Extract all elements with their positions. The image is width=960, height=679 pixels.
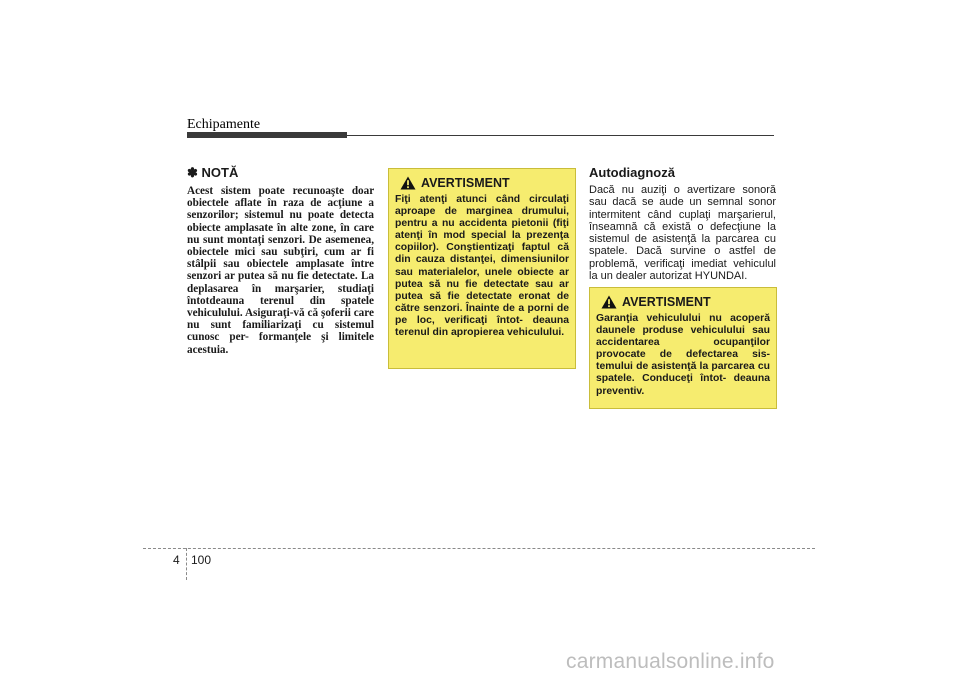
warning-text <box>395 194 569 339</box>
text-line: care nu sunt montaţi senzori. De <box>187 221 374 246</box>
header-rule-thick <box>187 132 347 138</box>
note-block <box>187 165 374 356</box>
text-line: provocate de defectarea sis- <box>596 349 770 361</box>
page-number: 100 <box>191 553 212 567</box>
warning-header <box>395 176 569 190</box>
text-line: de către senzori. Înainte de a <box>395 290 569 314</box>
section-title: Echipamente <box>187 117 261 132</box>
text-line: Asiguraţi-vă că şoferii care nu sunt <box>187 307 374 332</box>
text-line: Conştientizaţi faptul că din <box>395 242 569 266</box>
text-line: asemenea, obiectele mici sau subţiri, <box>187 233 374 259</box>
text-line: cum ar fi stâlpii sau obiectele <box>187 246 375 271</box>
note-body <box>187 185 374 356</box>
text-line: senzorilor; sistemul nu poate detecta <box>187 209 374 222</box>
text-line: intermitent când cuplaţi marşarierul, <box>589 208 776 221</box>
text-line: formanţele şi limitele acestuia. <box>187 331 375 356</box>
warning-title: AVERTISMENT <box>421 176 510 190</box>
text-line: prezenţa copiilor). <box>395 230 570 254</box>
text-line: porni de pe loc, verificaţi întot- <box>395 302 570 326</box>
text-line: sau accidentarea ocupanţilor <box>596 325 770 349</box>
text-line: obiectele aflate în raza de acţiune a <box>187 197 374 210</box>
text-line: nu fie detectate. <box>281 270 358 283</box>
warning-box-pedestrians <box>388 168 576 369</box>
text-line: problemă, verificaţi imediat vehiculul <box>589 257 776 270</box>
text-line: Acest sistem poate recunoaşte doar <box>187 185 374 197</box>
text-line: daunele produse vehiculului <box>596 325 745 337</box>
footer-rule <box>143 548 815 549</box>
text-line: Fiţi atenţi atunci când circulaţi <box>395 194 569 205</box>
text-line: cu spatele. Conduceţi întot- <box>596 361 770 385</box>
text-line: Dacă nu auziţi o avertizare sonoră <box>589 184 776 196</box>
text-line: cauza distanţei, dimensiunilor <box>415 254 569 266</box>
text-line: deauna preventiv. <box>596 373 770 397</box>
chapter-number: 4 <box>173 553 180 567</box>
text-line: deauna terenul din apropierea <box>395 314 570 339</box>
text-line: înseamnă că există o defecţiune la <box>589 220 776 233</box>
warning-triangle-icon <box>601 295 617 309</box>
text-line: vehiculului. <box>187 307 243 320</box>
warning-header <box>596 295 770 309</box>
self-diagnosis-title: Autodiagnoză <box>589 165 675 180</box>
text-line: ar putea să fie detectate eronat <box>395 278 569 302</box>
header-rule-thin <box>347 135 774 136</box>
text-line: întotdeauna terenul din spatele <box>187 294 374 307</box>
text-line: (fiţi atenţi în mod special la <box>395 218 569 242</box>
warning-box-warranty <box>589 287 777 409</box>
watermark: carmanualsonline.info <box>566 650 775 673</box>
text-line: la un dealer autorizat HYUNDAI. <box>589 270 748 283</box>
text-line: Garanţia vehiculului nu acoperă <box>596 313 770 324</box>
text-line: pentru a nu accidenta pietonii <box>395 218 549 230</box>
footer-divider <box>186 548 187 580</box>
text-line: sau dacă se aude un semnal sonor <box>589 196 776 209</box>
note-title: ✽ NOTĂ <box>187 165 239 180</box>
self-diagnosis-body <box>589 184 776 282</box>
warning-text <box>596 313 770 398</box>
text-line: amplasate între senzori ar putea să <box>187 258 375 283</box>
text-line: ar putea să nu fie detectate sau <box>395 266 569 290</box>
text-line: familiarizaţi cu sistemul cunosc per- <box>187 319 375 344</box>
text-line: obiecte amplasate în alte zone, în <box>187 221 350 234</box>
self-diagnosis-block <box>589 165 776 282</box>
warning-triangle-icon <box>400 176 416 190</box>
text-line: spatele. Dacă survine o astfel de <box>589 245 776 258</box>
text-line: vehiculului. <box>507 327 565 339</box>
text-line: aproape de marginea drumului, <box>395 206 569 218</box>
text-line: La deplasarea în marşarier, studiaţi <box>187 270 374 295</box>
text-line: temului de asistenţă la parcarea <box>596 361 755 373</box>
text-line: sistemul de asistenţă la parcarea cu <box>589 233 776 246</box>
warning-title: AVERTISMENT <box>622 295 711 309</box>
text-line: sau materialelor, unele obiecte <box>395 266 554 278</box>
